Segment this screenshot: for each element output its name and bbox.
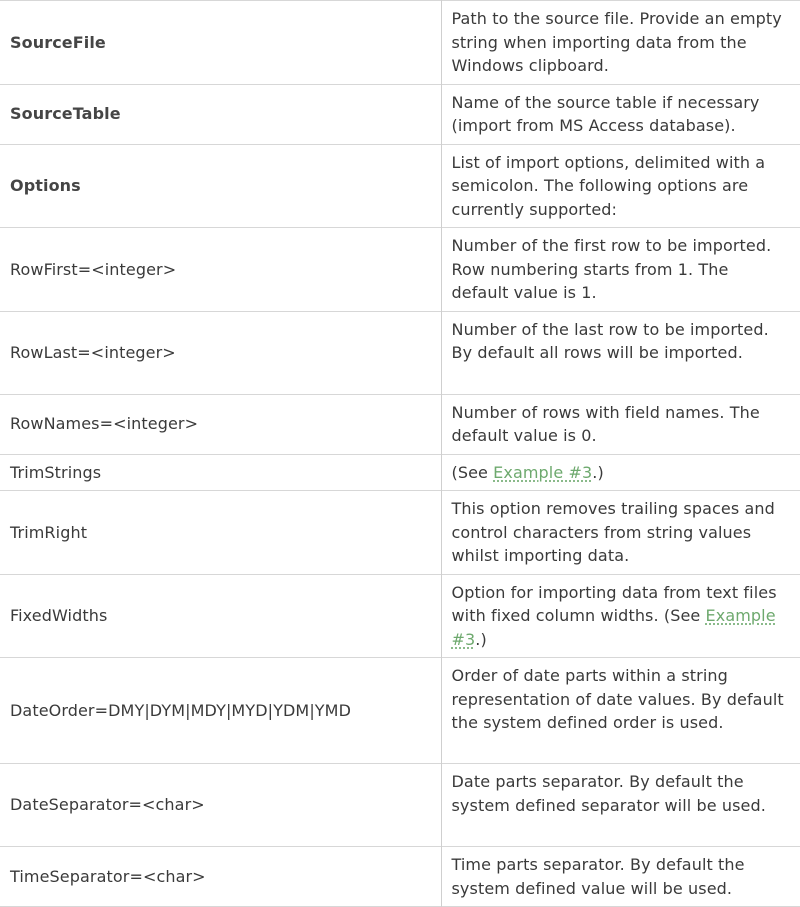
param-description: Number of the last row to be imported. By default all rows will be imported. — [451, 319, 769, 362]
table-row — [0, 764, 800, 847]
param-description: Path to the source file. Provide an empty string when importing data from the Windows clipboard. — [451, 9, 782, 75]
param-name: DateSeparator=<char> — [0, 764, 441, 847]
table-row — [0, 1, 800, 85]
param-description: Date parts separator. By default the system defined separator will be used. — [451, 772, 766, 815]
table-row — [0, 394, 800, 454]
param-name: DateOrder=DMY|DYM|MDY|MYD|YDM|YMD — [0, 658, 441, 764]
param-description: This option removes trailing spaces and control characters from string values whilst importing data. — [451, 499, 775, 565]
param-name: Options — [0, 144, 441, 228]
table-row — [0, 454, 800, 491]
param-name: RowFirst=<integer> — [0, 228, 441, 312]
param-description: Name of the source table if necessary (import from MS Access database). — [451, 92, 760, 135]
param-name: TrimRight — [0, 491, 441, 575]
param-description: Time parts separator. By default the system defined value will be used. — [451, 855, 745, 898]
table-row — [0, 228, 800, 312]
table-row — [0, 311, 800, 394]
desc-text: (See — [451, 462, 494, 482]
param-name: TimeSeparator=<char> — [0, 847, 441, 907]
desc-text: .) — [475, 629, 487, 649]
example-3-link[interactable]: Example #3 — [493, 462, 593, 482]
table-row — [0, 658, 800, 764]
table-row — [0, 574, 800, 658]
param-description — [441, 454, 800, 491]
param-description: Number of the first row to be imported. Row numbering starts from 1. The default value is 1. — [451, 236, 772, 302]
example-3-link[interactable]: Example #3 — [451, 606, 776, 649]
param-name: RowLast=<integer> — [0, 311, 441, 394]
param-description: Number of rows with field names. The default value is 0. — [451, 402, 760, 445]
table-row — [0, 847, 800, 907]
param-description — [441, 574, 800, 658]
table-row — [0, 84, 800, 144]
desc-text: .) — [592, 462, 604, 482]
table-row — [0, 144, 800, 228]
desc-text: Option for importing data from text files with fixed column widths. (See — [451, 582, 777, 625]
param-name: RowNames=<integer> — [0, 394, 441, 454]
param-description: Order of date parts within a string representation of date values. By default the system defined order is used. — [451, 666, 784, 732]
param-name: FixedWidths — [0, 574, 441, 658]
param-description: List of import options, delimited with a semicolon. The following options are currently supported: — [451, 152, 766, 219]
param-name: SourceTable — [0, 84, 441, 144]
param-name: TrimStrings — [0, 454, 441, 491]
table-row — [0, 491, 800, 575]
param-name: SourceFile — [0, 1, 441, 85]
